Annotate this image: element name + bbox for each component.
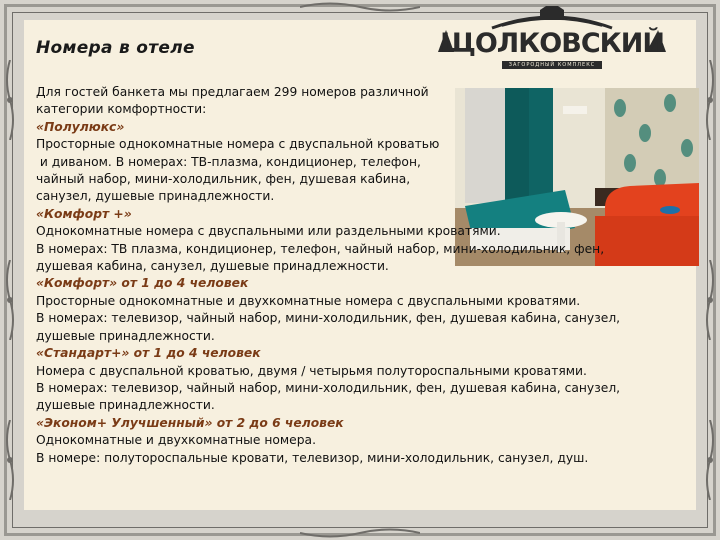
- section-line: чайный набор, мини-холодильник, фен, душевая кабина,: [36, 172, 411, 187]
- logo-subtitle: ЗАГОРОДНЫЙ КОМПЛЕКС: [502, 61, 602, 69]
- section-line: и диваном. В номерах: ТВ-плазма, кондиционер, телефон,: [36, 154, 421, 169]
- intro-line-2: категории комфортности:: [36, 102, 207, 117]
- section-line: Просторные однокомнатные и двухкомнатные номера с двуспальными кроватями.: [36, 293, 581, 308]
- ornament-bottom: [300, 526, 420, 540]
- ornament-right-bottom: [702, 420, 718, 500]
- room-description: [36, 84, 676, 467]
- intro-line-1: Для гостей банкета мы предлагаем 299 номеров различной: [36, 85, 429, 99]
- section-line: Номера с двуспальной кроватью, двумя / четырьмя полутороспальными кроватями.: [36, 363, 587, 378]
- section-line: В номерах: телевизор, чайный набор, мини-холодильник, фен, душевая кабина, санузел,: [36, 311, 621, 326]
- page-title: Номера в отеле: [36, 38, 195, 58]
- section-line: душевые принадлежности.: [36, 328, 215, 343]
- section-heading-standard-plus: «Стандарт+» от 1 до 4 человек: [36, 346, 261, 361]
- section-line: душевые принадлежности.: [36, 398, 215, 413]
- section-line: Однокомнатные номера с двуспальными или раздельными кроватями.: [36, 224, 501, 239]
- section-line: Однокомнатные и двухкомнатные номера.: [36, 433, 316, 448]
- ornament-right-middle: [702, 260, 718, 340]
- ornament-left-middle: [2, 260, 18, 340]
- ornament-left-top: [2, 60, 18, 140]
- ornament-right-top: [702, 60, 718, 140]
- section-heading-polulux: «Полулюкс»: [36, 119, 125, 134]
- section-line: санузел, душевые принадлежности.: [36, 189, 275, 204]
- section-heading-comfort-plus: «Комфорт +»: [36, 206, 132, 221]
- section-line: душевая кабина, санузел, душевые принадлежности.: [36, 259, 389, 274]
- section-line: В номерах: ТВ плазма, кондиционер, телефон, чайный набор, мини-холодильник, фен,: [36, 241, 605, 256]
- section-line: Просторные однокомнатные номера с двуспальной кроватью: [36, 137, 440, 152]
- ornament-top: [300, 0, 420, 14]
- hotel-logo: [432, 6, 672, 74]
- logo-wordmark: ЩОЛКОВСКИЙ: [440, 28, 664, 59]
- section-heading-econom-plus: «Эконом+ Улучшенный» от 2 до 6 человек: [36, 415, 344, 430]
- section-heading-comfort: «Комфорт» от 1 до 4 человек: [36, 276, 249, 291]
- section-line: В номере: полутороспальные кровати, телевизор, мини-холодильник, санузел, душ.: [36, 450, 589, 465]
- ornament-left-bottom: [2, 420, 18, 500]
- section-line: В номерах: телевизор, чайный набор, мини-холодильник, фен, душевая кабина, санузел,: [36, 380, 621, 395]
